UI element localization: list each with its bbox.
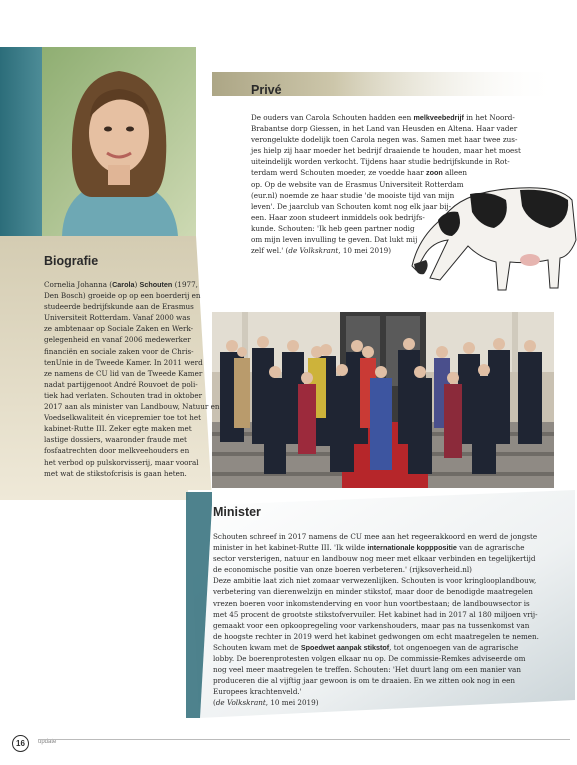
text-line [251, 167, 521, 178]
text-run: , 10 mei 2019) [338, 246, 392, 256]
text-line [213, 598, 539, 609]
text-line [44, 390, 220, 401]
prive-title: Privé [251, 83, 282, 97]
footer-label: update [38, 739, 57, 745]
text-line [213, 664, 539, 675]
bio-title: Biografie [44, 254, 99, 268]
text-run: jes hielp zij haar moeder het bedrijf draaiende te houden, maar het moest [251, 146, 521, 156]
text-line [251, 234, 521, 245]
text-line [251, 112, 521, 123]
text-line [213, 675, 539, 686]
text-run: de Volkskrant [215, 698, 266, 708]
text-run: leven'. De jaarclub van Schouten komt nog elk jaar bij- [251, 201, 452, 211]
text-run: tenUnie in de Tweede Kamer. In 2011 werd [44, 357, 203, 367]
text-line [251, 201, 521, 212]
text-run: de Volkskrant [288, 246, 339, 256]
text-run: verbetering van dierenwelzijn en minder stikstof, maar door de benodigde maatregelen [213, 587, 533, 597]
text-run: melkveebedrijf [413, 113, 464, 122]
text-run: Cornelia Johanna ( [44, 280, 113, 289]
text-line [213, 553, 539, 564]
text-line [251, 190, 521, 201]
text-run: gelegenheid en vanaf 2006 medewerker [44, 335, 191, 345]
text-line [213, 697, 539, 708]
text-run: op. Op de website van de Erasmus Universiteit Rotterdam [251, 179, 464, 189]
text-line [251, 223, 521, 234]
text-line [44, 323, 220, 334]
prive-text [251, 112, 521, 256]
text-run: 2017 aan als minister van Landbouw, Natuur en [44, 402, 220, 412]
text-run: Carola [112, 280, 135, 289]
text-run: financiën en sociale zaken voor de Chris- [44, 346, 194, 356]
text-line [251, 134, 521, 145]
text-run: Schouten [139, 280, 173, 289]
text-run: Spoedwet aanpak stikstof [300, 642, 390, 652]
text-run: terdam werd Schouten moeder, ze voedde haar [251, 168, 426, 178]
text-run: de hoogste rechter in 2019 werd het kabinet gedwongen om echt maatregelen te nemen. [213, 631, 539, 641]
portrait-photo [42, 47, 196, 236]
text-line [251, 156, 521, 167]
text-run: , 10 mei 2019) [265, 698, 319, 708]
page-number: 16 [12, 735, 29, 752]
text-run: in het Noord- [463, 113, 515, 122]
text-line [213, 631, 539, 642]
text-run: sector versterigen, natuur en landbouw nog meer met elkaar verbinden en tegelijkertijd [213, 554, 536, 564]
text-run: nog veel meer maatregelen te treffen. Schouten: 'Het duurt lang om een manier van [213, 665, 521, 675]
text-run: met wat de stikstofcrisis is gaan heten. [44, 468, 187, 478]
text-line [213, 542, 539, 553]
text-run: lastige dossiers, waaronder fraude met [44, 435, 187, 445]
text-run: uiteindelijk worden verkocht. Tijdens haar studie bedrijfskunde in Rot- [251, 157, 510, 167]
text-line [44, 434, 220, 445]
text-run: studeerde bedrijfskunde aan de Erasmus [44, 302, 194, 312]
text-run: Schouten kwam met de [213, 642, 301, 652]
bio-text [44, 279, 220, 479]
text-run: ze ambtenaar op Sociale Zaken en Werk- [44, 324, 194, 334]
text-line [213, 531, 539, 542]
text-run: minister in het kabinet-Rutte III. 'Ik wilde [213, 543, 368, 553]
text-run: Den Bosch) groeide op op een boerderij en [44, 291, 201, 301]
text-run: Schouten schreef in 2017 namens de CU mee aan het regeerakkoord en werd de jongste [213, 532, 538, 541]
text-line [44, 290, 220, 301]
text-run: fosfaatrechten door melkveehouders en [44, 446, 190, 456]
text-run: ( [213, 698, 216, 708]
text-run: met 45 procent de grootste stikstofvervuiler. Het kabinet had in 2017 al 180 miljoen vrij- [213, 609, 538, 619]
text-run: ) [134, 280, 140, 289]
text-run: alleen [442, 168, 468, 178]
text-run: , tot ongenoegen van de agrarische [389, 642, 519, 652]
text-run: verongelukte dodelijk toen Carola negen was. Samen met haar twee zus- [251, 135, 518, 145]
text-run: tiek had verlaten. Schouten trad in oktober [44, 390, 203, 400]
text-run: (eur.nl) noemde ze haar studie 'de mooiste tijd van mijn [251, 190, 455, 200]
text-run: ze namens de CU lid van de Tweede Kamer [44, 368, 203, 378]
text-line [44, 445, 220, 456]
text-line [213, 609, 539, 620]
text-run: gemaakt voor een opkoopregeling voor varkenshouders, maar pas na tussenkomst van [213, 620, 530, 630]
footer-rule [38, 739, 570, 740]
text-line [44, 401, 220, 412]
text-line [44, 468, 220, 479]
text-line [251, 179, 521, 190]
text-run: Brabantse dorp Giessen, in het Land van Heusden en Altena. Haar vader [251, 124, 518, 134]
text-run: zoon [425, 168, 443, 178]
text-line [44, 312, 220, 323]
teal-stripe [0, 47, 42, 236]
text-line [213, 642, 539, 653]
text-run: Universiteit Rotterdam. Vanaf 2000 was [44, 313, 191, 323]
text-run: zelf wel.' ( [251, 246, 289, 256]
text-run: kunde. Schouten: 'Ik heb geen partner nodig [251, 223, 415, 233]
text-line [44, 379, 220, 390]
text-line [213, 686, 539, 697]
minister-title: Minister [213, 505, 261, 519]
text-line [44, 357, 220, 368]
text-line [44, 279, 220, 290]
text-line [44, 301, 220, 312]
text-run: Voedselkwaliteit én vicepremier toe tot het [44, 413, 202, 423]
text-run: nadat partijgenoot André Rouvoet de poli- [44, 379, 198, 389]
text-line [44, 457, 220, 468]
text-run: internationale kopppositie [367, 543, 457, 553]
text-line [44, 423, 220, 434]
text-line [213, 620, 539, 631]
text-run: kabinet-Rutte III. Zeker egte maken met [44, 424, 192, 434]
text-line [44, 346, 220, 357]
text-line [213, 586, 539, 597]
text-run: het verbod op pulskorvisserij, maar vooral [44, 457, 199, 467]
text-line [44, 368, 220, 379]
minister-text [213, 531, 539, 709]
text-run: om mijn leven invulling te geven. Dat lukt mij [251, 235, 418, 245]
text-run: van de agrarische [456, 543, 525, 553]
text-line [213, 575, 539, 586]
cabinet-group-photo [212, 312, 554, 488]
text-line [44, 334, 220, 345]
text-line [44, 412, 220, 423]
text-run: Deze ambitie laat zich niet zomaar verwezenlijken. Schouten is voor kringlooplandbouw, [213, 576, 537, 586]
text-run: (1977, [172, 280, 198, 289]
text-run: de economische positie van onze boeren verbeteren.' (rijksoverheid.nl) [213, 565, 472, 575]
text-line [251, 145, 521, 156]
text-run: lobby. De boerenprotesten volgen elkaar nu op. De commissie-Remkes adviseerde om [213, 654, 526, 664]
text-line [213, 653, 539, 664]
text-run: De ouders van Carola Schouten hadden een [251, 113, 414, 122]
text-run: vrezen boeren voor inkomstenderving en voor hun voortbestaan; de landbouwsector is [213, 598, 530, 608]
text-line [251, 123, 521, 134]
text-run: produceren die al vijftig jaar gewoon is om te draaien. En we zitten ook nog in een [213, 676, 516, 686]
text-run: een. Haar zoon studeert inmiddels ook bedrijfs- [251, 212, 425, 222]
text-line [213, 564, 539, 575]
text-run: Europees krachtenveld.' [213, 687, 302, 697]
text-line [251, 212, 521, 223]
text-line [251, 245, 521, 256]
